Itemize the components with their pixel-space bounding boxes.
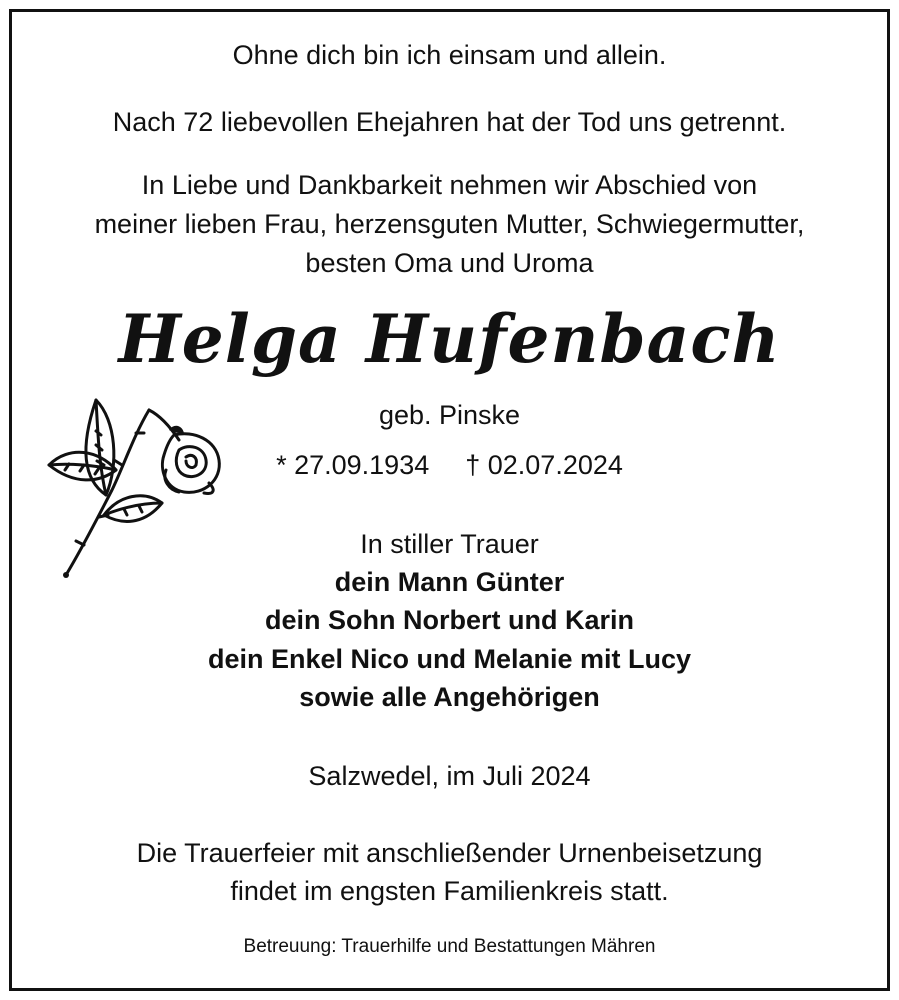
ceremony-line-2: findet im engsten Familienkreis statt. — [230, 876, 669, 906]
birth-date: * 27.09.1934 — [276, 450, 430, 480]
farewell-line-2: meiner lieben Frau, herzensguten Mutter, Schwiegermutter, — [94, 209, 805, 239]
mourner-line: dein Enkel Nico und Melanie mit Lucy — [207, 644, 692, 674]
deceased-name: Helga Hufenbach — [118, 300, 781, 378]
mourner-line: sowie alle Angehörigen — [299, 682, 600, 712]
intro-line: Ohne dich bin ich einsam und allein. — [232, 40, 667, 70]
place-date: Salzwedel, im Juli 2024 — [308, 761, 591, 791]
ceremony-line-1: Die Trauerfeier mit anschließender Urnenbeisetzung — [136, 838, 763, 868]
mourner-line: dein Sohn Norbert und Karin — [265, 605, 634, 635]
funeral-service: Betreuung: Trauerhilfe und Bestattungen Mähren — [243, 936, 656, 957]
maiden-name: geb. Pinske — [378, 400, 521, 430]
farewell-line-3: besten Oma und Uroma — [305, 248, 594, 278]
mourner-line: dein Mann Günter — [334, 567, 565, 597]
marriage-line: Nach 72 liebevollen Ehejahren hat der Tod uns getrennt. — [112, 107, 787, 137]
farewell-line-1: In Liebe und Dankbarkeit nehmen wir Abschied von — [141, 170, 758, 200]
mourning-intro: In stiller Trauer — [360, 529, 539, 559]
death-date: † 02.07.2024 — [465, 450, 623, 480]
